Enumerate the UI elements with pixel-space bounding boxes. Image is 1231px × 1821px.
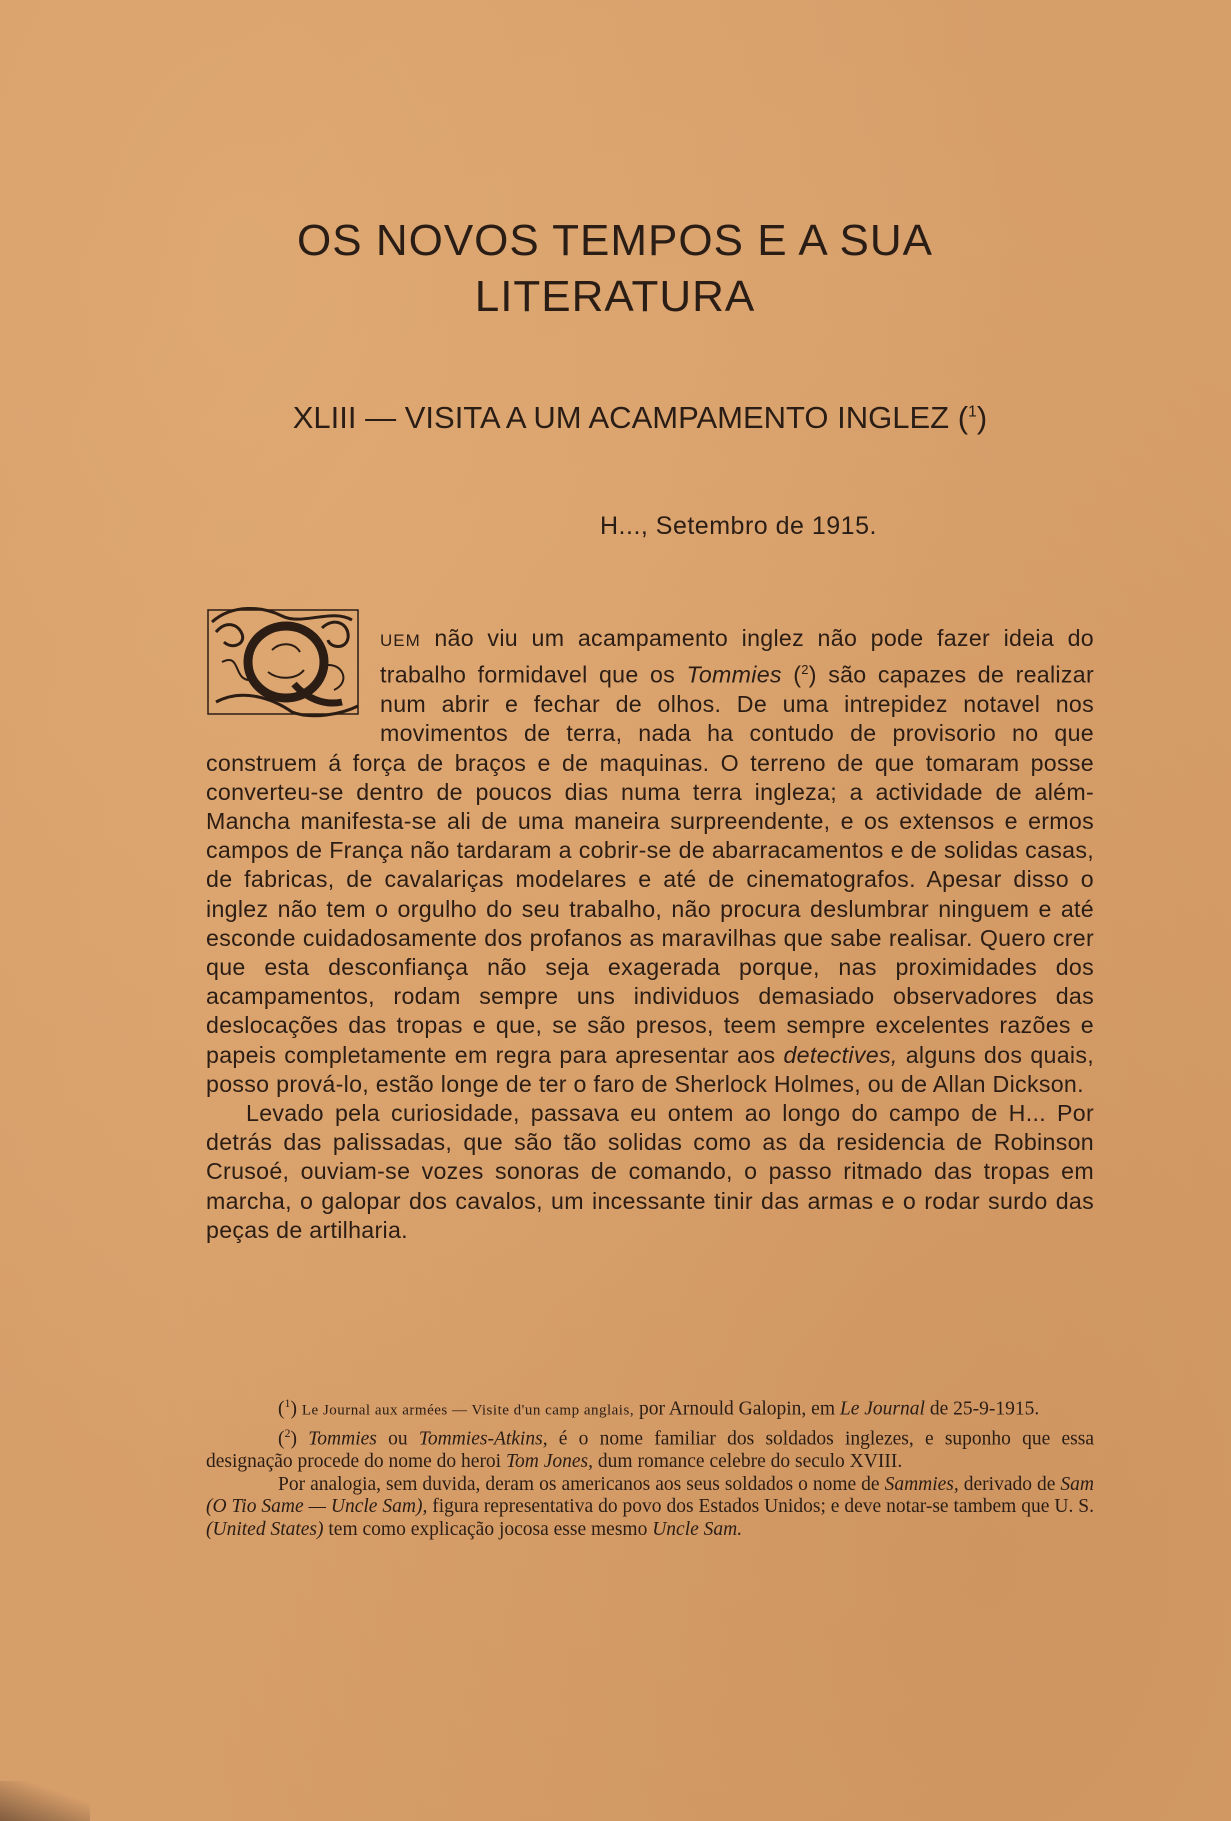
paragraph-2: Levado pela curiosidade, passava eu ontem ao longo do campo de H... Por detrás das palissadas, que são tão solidas como as da residencia de Robinson Crusoé, ouviam-se vozes sonoras de comando, o passo ritmado das tropas em marcha, o galopar dos cavalos, um incessante tinir das armas e o rodar surdo das peças de artilharia. xyxy=(206,1099,1094,1243)
page-title-line-1: OS NOVOS TEMPOS E A SUA xyxy=(297,216,933,265)
footnote-2-tommies-atkins: Tommies-Atkins, xyxy=(418,1428,548,1450)
paragraph-1-text-b: ) são capazes de realizar num abrir e fechar de olhos. De uma intrepidez notavel nos movimentos de terra, nada ha contudo de provisorio no que construem á força de braços e de maquinas. O terreno de que tomaram posse converteu-se dentro de poucos dias numa terra ingleza; a actividade de além-Mancha manifesta-se ali de uma maneira surpreendente, e os extensos e ermos campos de França não tardaram a cobrir-se de abarracamentos e de solidas casas, de fabricas, de cavalariças modelares e até de cinematografos. Apesar disso o inglez não tem o orgulho do seu trabalho, não procura deslumbrar ninguem e até esconde cuidadosamente dos profanos as maravilhas que sabe realisar. Quero crer que esta desconfiança não seja exagerada porque, nas proximidades dos acampamentos, rodam sempre uns individuos demasiado observadores das deslocações das tropas e que, se são presos, teem sempre excelentes razões e papeis completamente em regra para apresentar aos xyxy=(206,661,1094,1068)
footnote-1: ($^1$) Le Journal aux armées — Visite d'un camp anglais, por Arnould Galopin, em Le Journal de 25-9-1915. xyxy=(278,1396,1040,1420)
footnote-2-tommies: Tommies xyxy=(308,1428,377,1450)
paragraph-1-text-c: alguns dos quais, posso prová-lo, estão longe de ter o faro de Sherlock Holmes, ou de Allan Dickson. xyxy=(206,1041,1094,1097)
page-title xyxy=(240,213,990,325)
dateline: H..., Setembro de 1915. xyxy=(600,512,877,540)
footnote-3-text-d: tem como explicação jocosa esse mesmo xyxy=(323,1518,653,1540)
body-text xyxy=(206,624,1094,1245)
paragraph-1-note-open: ( xyxy=(781,661,802,688)
chapter-heading-text: XLIII — VISITA A UM ACAMPAMENTO INGLEZ ( xyxy=(292,400,969,435)
paragraph-1-detectives: detectives, xyxy=(783,1041,898,1068)
footnote-3-sammies: Sammies, xyxy=(884,1473,959,1495)
footnote-2-num: 2 xyxy=(284,1426,291,1440)
footnote-2-text-a: ou xyxy=(376,1428,419,1450)
page-corner-shadow xyxy=(0,1781,90,1821)
footnote-2: ($^2$) Tommies ou Tommies-Atkins, é o nome familiar dos soldados inglezes, e suponho que essa designação procede do nome do heroi Tom Jones, dum romance celebre do seculo XVIII. xyxy=(206,1426,1095,1472)
footnote-3-text-a: Por analogia, sem duvida, deram os americanos aos seus soldados o nome de xyxy=(278,1473,885,1495)
chapter-heading xyxy=(200,400,1080,436)
footnotes xyxy=(206,1392,1094,1541)
footnote-3-united-states: (United States) xyxy=(206,1518,324,1540)
footnote-1-journal: Le Journal xyxy=(839,1398,925,1420)
footnote-2-text-b: é o nome familiar dos soldados inglezes, e suponho que essa designação procede do nome do heroi xyxy=(206,1428,1095,1472)
paragraph-1-note-ref: 2 xyxy=(801,662,809,678)
paragraph-1-smallcaps: UEM xyxy=(380,631,421,650)
footnote-3-sam: Sam (O Tio Same — Uncle Sam), xyxy=(206,1473,1094,1517)
footnote-2-tom-jones: Tom Jones, xyxy=(505,1451,594,1472)
footnote-1-num: 1 xyxy=(284,1396,291,1410)
footnote-1-text-a: por Arnould Galopin, em xyxy=(634,1398,840,1420)
paragraph-1-tommies: Tommies xyxy=(686,661,782,688)
footnote-1-source: Le Journal aux armées — Visite d'un camp anglais, xyxy=(301,1402,635,1419)
ornamental-initial-q-icon xyxy=(202,602,370,724)
footnote-3-text-c: figura representativa do povo dos Estados Unidos; e deve notar-se tambem que U. S. xyxy=(427,1496,1094,1517)
paragraph-1-text-a: não viu um acampamento inglez não pode fazer ideia do trabalho formidavel que os xyxy=(380,625,1094,688)
footnote-3 xyxy=(206,1474,1094,1542)
footnote-1-text-b: de 25-9-1915. xyxy=(924,1398,1040,1420)
footnote-2-text-c: dum romance celebre do seculo XVIII. xyxy=(593,1451,903,1472)
footnote-3-uncle-sam: Uncle Sam. xyxy=(652,1518,743,1540)
chapter-heading-note-ref: 1 xyxy=(968,403,977,421)
page-title-line-2: LITERATURA xyxy=(474,272,756,321)
footnote-3-text-b: derivado de xyxy=(958,1473,1061,1495)
chapter-heading-close: ) xyxy=(976,400,988,435)
